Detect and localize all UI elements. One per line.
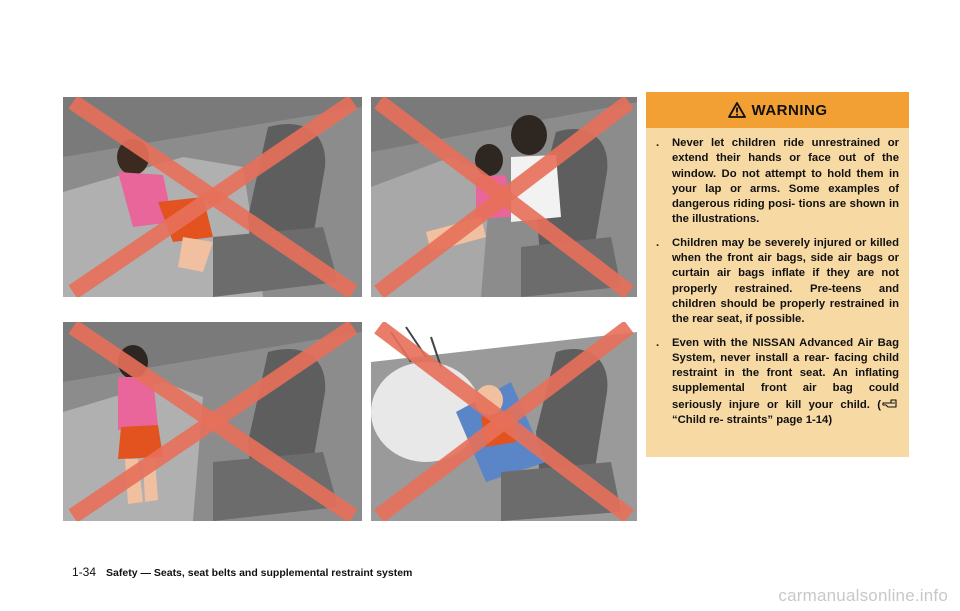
illustration-child-standing xyxy=(63,322,362,521)
list-item xyxy=(654,236,899,328)
illustration-rear-facing-seat xyxy=(371,322,637,521)
illustration-child-on-lap xyxy=(371,97,637,297)
bullet: . xyxy=(656,236,660,249)
warning-triangle-icon xyxy=(728,102,746,118)
warning-header xyxy=(646,92,909,128)
illustration-child-on-lap-icon xyxy=(371,97,637,297)
illustration-child-kneeling-icon xyxy=(63,97,362,297)
list-item xyxy=(654,136,899,228)
warning-title: WARNING xyxy=(751,101,828,119)
list-item xyxy=(654,336,899,429)
cross-reference[interactable]: “Child re- straints” page 1-14) xyxy=(672,414,833,427)
warning-text: Children may be severely injured or killed when the front air bags, side air bags or curtain air bags inflate if they are not properly restrained. Pre-teens and children should be properly restrained in the rear seat, if possible. xyxy=(672,236,899,326)
bullet: . xyxy=(656,336,660,349)
warning-text: Even with the NISSAN Advanced Air Bag System, never install a rear- facing child restraint in the front seat. An inflating supplemental front air bag could seriously injure or kill your child. ( xyxy=(672,336,899,411)
page-number: 1-34 xyxy=(72,565,97,579)
pointing-hand-icon xyxy=(882,397,898,409)
illustration-rear-facing-seat-icon xyxy=(371,322,637,521)
illustration-child-kneeling xyxy=(63,97,362,297)
illustration-child-standing-icon xyxy=(63,322,362,521)
warning-list xyxy=(646,128,909,428)
warning-text: Never let children ride unrestrained or extend their hands or face out of the window. Do not attempt to hold them in your lap or arms. Some examples of dangerous riding posi- tions are shown in the illustrations. xyxy=(672,137,899,226)
page-footer xyxy=(72,565,412,579)
bullet: . xyxy=(656,137,660,149)
warning-box xyxy=(646,92,909,457)
watermark: carmanualsonline.info xyxy=(778,586,948,605)
section-title: Safety — Seats, seat belts and supplemental restraint system xyxy=(106,567,413,579)
